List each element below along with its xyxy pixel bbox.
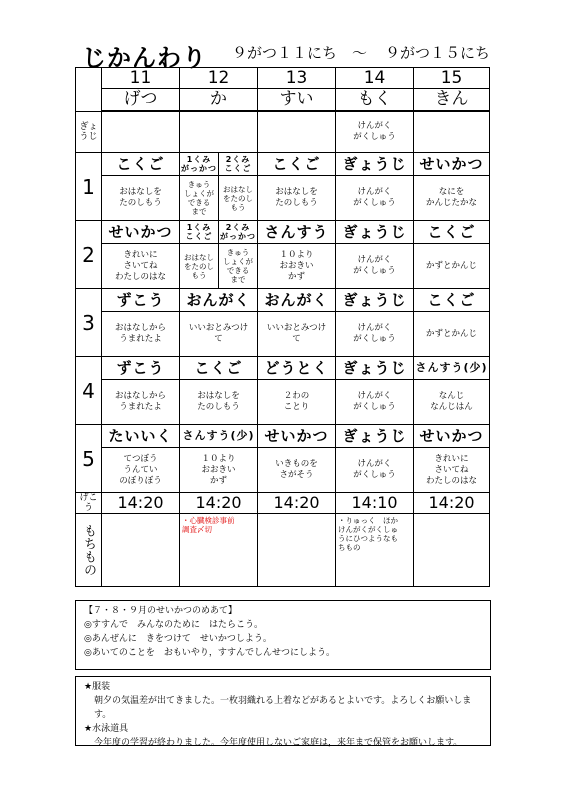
- subject-cell: せいかつ: [414, 425, 490, 448]
- lesson-note: いいおとみつけ て: [180, 312, 258, 357]
- row-label-mochimono: もちもの: [76, 514, 102, 587]
- notices-box: [75, 676, 491, 746]
- subject-cell: ぎょうじ: [336, 153, 414, 176]
- subject-cell: ぎょうじ: [336, 289, 414, 312]
- gyouji-cell: [180, 111, 258, 153]
- goals-heading: 【７・８・９月のせいかつのめあて】: [84, 606, 238, 616]
- subject-cell: 2くみ がっかつ: [219, 221, 258, 244]
- lesson-note: かずとかんじ: [414, 312, 490, 357]
- lesson-note: けんがく がくしゅう: [336, 312, 414, 357]
- corner-cell: [76, 68, 102, 112]
- subject-cell: ぎょうじ: [336, 221, 414, 244]
- dismissal-time: 14:20: [180, 493, 258, 514]
- subject-cell: こくご: [258, 153, 336, 176]
- date-start: ９がつ１１にち ～: [232, 44, 368, 62]
- notice-heading: ★水泳道具: [84, 724, 129, 734]
- lesson-note: きれいに さいてね わたしのはな: [414, 448, 490, 493]
- lesson-note: てつぼう うんてい のぼりぼう: [102, 448, 180, 493]
- belongings-cell: [414, 514, 490, 587]
- subject-cell: こくご: [414, 289, 490, 312]
- timetable: [75, 67, 490, 587]
- day-number: 11: [102, 68, 180, 89]
- gyouji-cell: [258, 111, 336, 153]
- period-label: 2: [76, 221, 102, 289]
- belongings-cell: ・りゅっく ほか けんがくがくしゅ うにひつようなも ちもの: [336, 514, 414, 587]
- date-end: ９がつ１５にち: [385, 44, 491, 62]
- lesson-note: おはなしを たのしもう: [180, 380, 258, 425]
- goals-box: [75, 600, 491, 670]
- day-number: 13: [258, 68, 336, 89]
- row-label-gekou: げこう: [76, 493, 102, 514]
- subject-cell: 2くみ こくご: [219, 153, 258, 176]
- day-number: 14: [336, 68, 414, 89]
- day-name: もく: [336, 89, 414, 112]
- belongings-cell: [102, 514, 180, 587]
- day-name: きん: [414, 89, 490, 112]
- subject-cell: 1くみ がっかつ: [180, 153, 219, 176]
- subject-cell: おんがく: [258, 289, 336, 312]
- dismissal-time: 14:20: [414, 493, 490, 514]
- dismissal-time: 14:10: [336, 493, 414, 514]
- day-number: 12: [180, 68, 258, 89]
- lesson-note: ２わの ことり: [258, 380, 336, 425]
- day-name: げつ: [102, 89, 180, 112]
- subject-cell: さんすう: [258, 221, 336, 244]
- subject-cell: たいいく: [102, 425, 180, 448]
- lesson-note: １０より おおきい かず: [258, 244, 336, 289]
- lesson-note: なんじ なんじはん: [414, 380, 490, 425]
- lesson-note: おはなしから うまれたよ: [102, 380, 180, 425]
- gyouji-cell: [414, 111, 490, 153]
- subject-cell: どうとく: [258, 357, 336, 380]
- subject-cell: おんがく: [180, 289, 258, 312]
- day-name: すい: [258, 89, 336, 112]
- belongings-cell: [258, 514, 336, 587]
- lesson-note: けんがく がくしゅう: [336, 176, 414, 221]
- subject-cell: こくご: [102, 153, 180, 176]
- subject-cell: こくご: [180, 357, 258, 380]
- lesson-note: おはなし をたのし もう: [180, 244, 219, 289]
- goal-item: ◎あいてのことを おもいやり，すすんでしんせつにしよう。: [84, 648, 335, 658]
- lesson-note: いきものを さがそう: [258, 448, 336, 493]
- dismissal-time: 14:20: [258, 493, 336, 514]
- goal-item: ◎あんぜんに きをつけて せいかつしよう。: [84, 634, 272, 644]
- subject-cell: 1くみ こくご: [180, 221, 219, 244]
- lesson-note: けんがく がくしゅう: [336, 380, 414, 425]
- lesson-note: １０より おおきい かず: [180, 448, 258, 493]
- lesson-note: おはなしから うまれたよ: [102, 312, 180, 357]
- subject-cell: せいかつ: [102, 221, 180, 244]
- lesson-note: いいおとみつけ て: [258, 312, 336, 357]
- subject-cell: ずこう: [102, 289, 180, 312]
- subject-cell: ずこう: [102, 357, 180, 380]
- period-label: 3: [76, 289, 102, 357]
- goal-item: ◎すすんで みんなのために はたらこう。: [84, 620, 263, 630]
- dismissal-time: 14:20: [102, 493, 180, 514]
- subject-cell: せいかつ: [414, 153, 490, 176]
- subject-cell: さんすう(少): [180, 425, 258, 448]
- row-label-gyouji: ぎょうじ: [76, 111, 102, 153]
- period-label: 5: [76, 425, 102, 493]
- lesson-note: かずとかんじ: [414, 244, 490, 289]
- notice-body: 朝夕の気温差が出てきました。一枚羽織れる上着などがあるとよいです。よろしくお願いします。: [94, 696, 472, 720]
- lesson-note: なにを かんじたかな: [414, 176, 490, 221]
- gyouji-cell: [102, 111, 180, 153]
- page-title: じかんわり: [82, 44, 207, 72]
- lesson-note: きれいに さいてね わたしのはな: [102, 244, 180, 289]
- subject-cell: こくご: [414, 221, 490, 244]
- lesson-note: おはなし をたのし もう: [219, 176, 258, 221]
- lesson-note: けんがく がくしゅう: [336, 448, 414, 493]
- subject-cell: さんすう(少): [414, 357, 490, 380]
- subject-cell: ぎょうじ: [336, 425, 414, 448]
- lesson-note: きゅう しょくが できる まで: [219, 244, 258, 289]
- day-number: 15: [414, 68, 490, 89]
- period-label: 1: [76, 153, 102, 221]
- belongings-cell: ・心臓検診事前 調査〆切: [180, 514, 258, 587]
- period-label: 4: [76, 357, 102, 425]
- subject-cell: せいかつ: [258, 425, 336, 448]
- notice-heading: ★服装: [84, 682, 111, 692]
- lesson-note: おはなしを たのしもう: [102, 176, 180, 221]
- lesson-note: おはなしを たのしもう: [258, 176, 336, 221]
- gyouji-cell: けんがく がくしゅう: [336, 111, 414, 153]
- subject-cell: ぎょうじ: [336, 357, 414, 380]
- day-name: か: [180, 89, 258, 112]
- notice-body: 今年度の学習が終わりました。今年度使用しないご家庭は，来年まで保管をお願いします。: [94, 738, 463, 748]
- lesson-note: けんがく がくしゅう: [336, 244, 414, 289]
- lesson-note: きゅう しょくが できる まで: [180, 176, 219, 221]
